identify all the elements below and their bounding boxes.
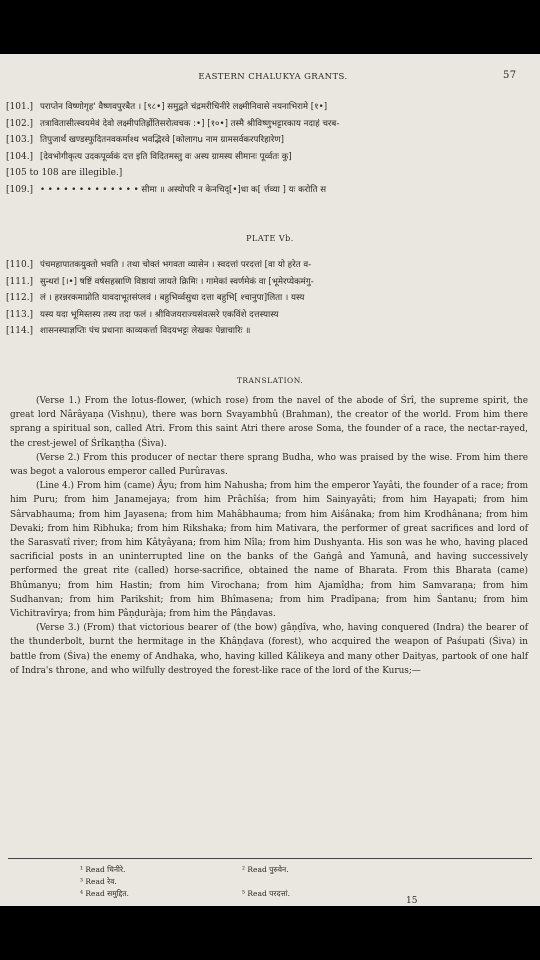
inscription-line: [102.] तत्रावितासीत्स्वयमेवं देवो लक्ष्मीपतिर्ह्रोतिसरोत्वचक :•] [१०•] तस्मै श्रीविष्णुभट्टारकाय नदाहं चरब- bbox=[6, 118, 340, 129]
inscription-line: [104.] [देवभोगीकृत्य उदकपूर्व्वकं दत्त इति विदितमस्तु वः अस्य ग्रामस्य सीमानः पूर्व्वतः कु] bbox=[6, 151, 292, 162]
inscription-line: [113.] यस्य यदा भूमिस्तस्य तस्य तदा फलं । श्रीविजयराज्यसंवत्सरे एकविंशे दत्तस्यास्य bbox=[6, 309, 279, 320]
illegible-note: [105 to 108 are illegible.] bbox=[6, 168, 123, 179]
page-number: 57 bbox=[503, 70, 517, 81]
inscription-text-block bbox=[6, 99, 536, 199]
footnote: ¹ Read चिनीरे. bbox=[80, 865, 126, 874]
inscription-line: [101.] पराप्तेन विष्णोगृह' वैष्णवपुरबैत । [९८•] समुद्वते चंद्रमरीचिनीरे लक्ष्मीनिवासे नयनाभिरामे [१•] bbox=[6, 102, 328, 112]
plate-heading: PLATE Vb. bbox=[246, 234, 294, 243]
document-page bbox=[0, 54, 540, 906]
translation-heading: TRANSLATION. bbox=[236, 376, 304, 385]
signature-mark: 15 bbox=[406, 896, 418, 906]
inscription-text-block-2 bbox=[6, 257, 536, 340]
paragraph: (Verse 3.) (From) that victorious bearer of (the bow) gâṇḍîva, who, having conquered (Indra) the bearer of the thunderbolt, burnt the hermitage in the Khâṇḍava (forest), who acquired the weapon of Paśupati (Śiva) in battle from (Śiva) the enemy of Andhaka, who, having killed Kâlikeya and many other Daityas, partook of one half of Indra's throne, and who wilfully destroyed the forest-like race of the lord of the Kurus;— bbox=[10, 623, 528, 676]
inscription-line: [109.] • • • • • • • • • • • • • सीमा ॥ अस्योपरि न केनचिद्[•]धा क[ र्त्तव्या ] यः करोति स bbox=[6, 184, 327, 195]
inscription-line: [114.] शासनस्याज्ञप्तिः पंच प्रधानाः काव्यकर्त्ता विदयभट्टः लेखकः पेन्नाचारिः ॥ bbox=[6, 326, 251, 337]
footnotes bbox=[80, 864, 540, 900]
footnote: ³ Read रेव. bbox=[80, 877, 117, 886]
paragraph: (Verse 2.) From this producer of nectar there sprang Budha, who was praised by the wise. From him there was begot a valorous emperor called Purûravas. bbox=[10, 452, 528, 478]
translation-body bbox=[10, 394, 528, 678]
footnote-row bbox=[80, 888, 540, 900]
footnote: ⁵ Read परदत्तां. bbox=[242, 889, 290, 898]
inscription-line: [110.] पंचमहापातकयुक्तो भवति । तथा चोक्तं भगवता व्यासेन । स्वदत्तां परदत्तां [वा यो हरेत व- bbox=[6, 260, 312, 270]
footnote: ² Read पुरुवेन. bbox=[242, 865, 289, 874]
footnote-divider bbox=[8, 858, 532, 859]
footnote-row bbox=[80, 864, 540, 888]
footnote: ⁴ Read समुद्दित. bbox=[80, 889, 129, 898]
paragraph: (Verse 1.) From the lotus-flower, (which rose) from the navel of the abode of Śrî, the supreme spirit, the great lord Nârâyaṇa (Vishṇu), there was born Svayambhû (Brahman), the creator of the world. From him there sprang a spiritual son, called Atri. From this saint Atri there arose Soma, the founder of a race, the nectar-rayed, the crest-jewel of Śrîkaṇṭha (Śiva). bbox=[10, 396, 528, 449]
inscription-line: [103.] तिपुजार्थं खण्डस्फुदितनवकर्माश्थ भवद्भिरवे [कोलागu नाम ग्रामसर्वकरपरिहारेण] bbox=[6, 135, 284, 146]
running-title: EASTERN CHALUKYA GRANTS. bbox=[198, 72, 348, 82]
inscription-line: [111.] सुन्धरां [।•] षष्टिं वर्षसहस्राणि विष्ठायां जायते क्रिमिः । गामेकां स्वर्णमेकं वा [भूमेरप्येकमंगु- bbox=[6, 276, 314, 287]
paragraph: (Line 4.) From him (came) Âyu; from him Nahusha; from him the emperor Yayâti, the founder of a race; from him Puru; from him Janamejaya; from him Prâchîśa; from him Sainyayâti; from him Hayapati; from him Sârvabhauma; from him Jayasena; from him Mahâbhauma; from him Aiśânaka; from him Krodhânana; from him Devaki; from him Ribhuka; from him Rikshaka; from him Mativara, the performer of great sacrifices and lord of the Sarasvatî river; from him Kâtyâyana; from him Nîla; from him Dushyanta. His son was he who, having placed sacrificial posts in an uninterrupted line on the banks of the Gaṅgâ and Yamunâ, and having successively performed the great rite (called) horse-sacrifice, obtained the name of Bharata. From this Bharata (came) Bhûmanyu; from him Hastin; from him Virochana; from him Ajamîḍha; from him Samvaraṇa; from him Sudhanvan; from him Parikshit; from him Bhîmasena; from him Pradîpana; from him Śantanu; from him Vichitravîrya; from him Pâṇḍuràja; from him the Pâṇḍavas. bbox=[10, 481, 528, 620]
inscription-line: [112.] लं । हरन्नरकमाप्नोति यावदाभूतसंप्लवं । बहुभिर्व्वसुधा दत्ता बहुभि[ श्चानुपा]लिता । यस्य bbox=[6, 293, 305, 304]
